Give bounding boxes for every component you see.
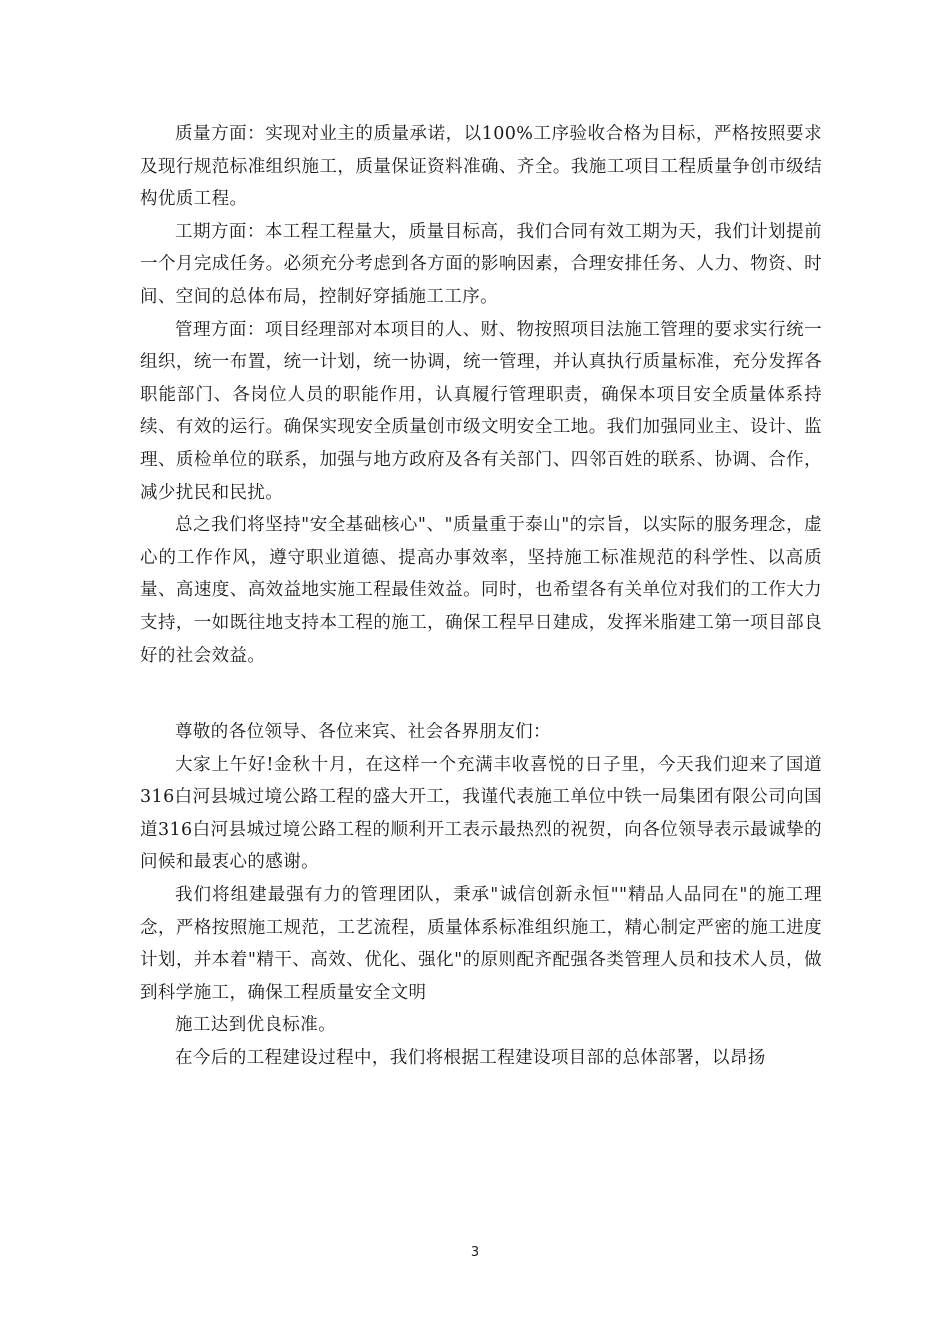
paragraph-management: 管理方面：项目经理部对本项目的人、财、物按照项目法施工管理的要求实行统一组织，统一布置，统一计划，统一协调，统一管理，并认真执行质量标准，充分发挥各职能部门、各岗位人员的职能作用，认真履行管理职责，确保本项目安全质量体系持续、有效的运行。确保实现安全质量创市级文明安全工地。我们加强同业主、设计、监理、质检单位的联系，加强与地方政府及各有关部门、四邻百姓的联系、协调、合作，减少扰民和民扰。: [140, 319, 822, 503]
section-divider: [140, 672, 822, 716]
paragraph-quality: 质量方面：实现对业主的质量承诺，以100%工序验收合格为目标，严格按照要求及现行规范标准组织施工，质量保证资料准确、齐全。我施工项目工程质量争创市级结构优质工程。: [140, 124, 822, 210]
paragraph-commitment: 我们将组建最强有力的管理团队，秉承"诚信创新永恒""精品人品同在"的施工理念，严格按照施工规范，工艺流程，质量体系标准组织施工，精心制定严密的施工进度计划，并本着"精干、高效、优化、强化"的原则配齐配强各类管理人员和技术人员，做到科学施工，确保工程质量安全文明: [140, 885, 822, 1003]
document-body: [140, 118, 822, 1075]
paragraph-future: 在今后的工程建设过程中，我们将根据工程建设项目部的总体部署，以昂扬: [175, 1048, 766, 1069]
paragraph-salutation: 尊敬的各位领导、各位来宾、社会各界朋友们：: [175, 722, 551, 743]
paragraph-greeting: 大家上午好!金秋十月，在这样一个充满丰收喜悦的日子里，今天我们迎来了国道316白河县城过境公路工程的盛大开工，我谨代表施工单位中铁一局集团有限公司向国道316白河县城过境公路工程的顺利开工表示最热烈的祝贺，向各位领导表示最诚挚的问候和最衷心的感谢。: [140, 754, 822, 873]
paragraph-schedule: 工期方面：本工程工程量大，质量目标高，我们合同有效工期为天，我们计划提前一个月完成任务。必须充分考虑到各方面的影响因素，合理安排任务、人力、物资、时间、空间的总体布局，控制好穿插施工工序。: [140, 221, 822, 307]
page-number: 3: [470, 1245, 480, 1260]
paragraph-standard: 施工达到优良标准。: [175, 1015, 337, 1036]
paragraph-summary: 总之我们将坚持"安全基础核心"、"质量重于泰山"的宗旨，以实际的服务理念，虚心的工作作风，遵守职业道德、提高办事效率，坚持施工标准规范的科学性、以高质量、高速度、高效益地实施工程最佳效益。同时，也希望各有关单位对我们的工作大力支持，一如既往地支持本工程的施工，确保工程早日建成，发挥米脂建工第一项目部良好的社会效益。: [140, 515, 822, 666]
